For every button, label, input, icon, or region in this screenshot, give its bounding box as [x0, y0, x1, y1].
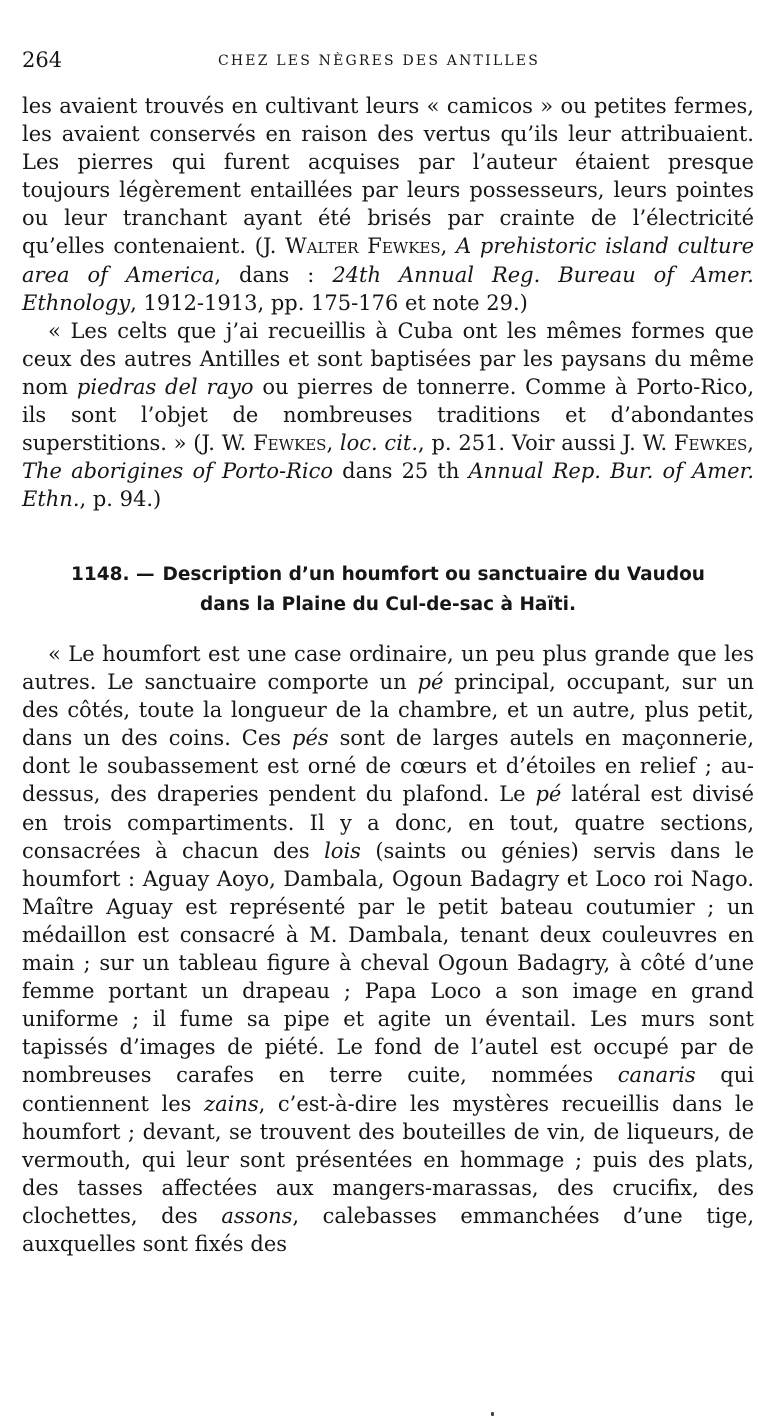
- author-name: Fewkes: [253, 431, 327, 456]
- heading-title-part-1: Description d’un houmfort ou sanctuaire du Vaudou: [162, 564, 705, 585]
- text-run: qui contiennent les: [22, 1063, 754, 1116]
- journal-title: 24th Annual Reg. Bureau of Amer. Ethnology: [22, 262, 754, 315]
- paragraph-citation-celts: [22, 92, 754, 317]
- running-title: CHEZ LES NÈGRES DES ANTILLES: [217, 53, 541, 69]
- author-name: Fewkes: [673, 431, 748, 456]
- term-zains: zains: [204, 1091, 259, 1116]
- text-run: latéral est divisé en trois compartiments. Il y a donc, en tout, quatre sections, consacrées à chacun des: [22, 782, 754, 863]
- foreign-term: piedras del rayo: [76, 374, 254, 399]
- text-run: (saints ou génies) servis dans le houmfort : Aguay Aoyo, Dambala, Ogoun Badagry et Loco roi Nago. Maître Aguay est représenté par le petit bateau coutumier ; un médaillon est consacré à M. Dambala, tenant deux couleuvres en main ; sur un tableau figure à cheval Ogoun Badagry, à côté d’une femme portant un drapeau ; Papa Loco a son image en grand uniforme ; il fume sa pipe et agite un éventail. Les murs sont tapissés d’images de piété. Le fond de l’autel est occupé par de nombreuses carafes en terre cuite, nommées: [22, 838, 755, 1088]
- journal-title: Annual Rep. Bur. of Amer. Ethn.: [22, 459, 755, 512]
- text-run: , dans :: [214, 262, 333, 287]
- text-run: les avaient trouvés en cultivant leurs « camicos » ou petites fermes, les avaient conservés en raison des vertus qu’ils leur attribuaient. Les pierres qui furent acquises par l’auteur étaient presque toujours légèrement entaillées par leurs possesseurs, leurs pointes ou leur tranchant ayant été brisés par crainte de l’électricité qu’elles contenaient. (J.: [22, 94, 754, 259]
- text-run: principal, occupant, sur un des côtés, toute la longueur de la chambre, et un autre, plus petit, dans un des coins. Ces: [22, 670, 754, 751]
- paragraph-cuba-celts: [22, 317, 754, 514]
- paragraph-houmfort: [22, 640, 754, 1258]
- text-run: sont de larges autels en maçonnerie, dont le soubassement est orné de cœurs et d’étoiles en relief ; au-dessus, des draperies pendent du plafond. Le: [22, 726, 754, 807]
- text-run: dans 25 th: [333, 459, 469, 484]
- term-pe: pé: [535, 782, 562, 807]
- text-run: ou pierres de tonnerre. Comme à Porto-Rico, ils sont l’objet de nombreuses traditions et d’abondantes superstitions. » (J. W.: [22, 374, 754, 456]
- text-run: , p. 94.): [79, 487, 162, 512]
- text-run: ,: [440, 234, 457, 259]
- text-run: , p. 251. Voir aussi J. W.: [418, 431, 674, 456]
- section-heading: [22, 560, 754, 620]
- heading-title-part-2: dans la Plaine du Cul-de-sac à Haïti.: [200, 594, 576, 615]
- work-title: A prehistoric island culture area of America: [22, 234, 754, 287]
- text-run: « Le houmfort est une case ordinaire, un peu plus grande que les autres. Le sanctuaire comporte un: [22, 642, 754, 695]
- term-lois: lois: [324, 838, 361, 863]
- text-run: ,: [326, 431, 340, 456]
- text-run: ,: [747, 431, 754, 456]
- author-name: Walter Fewkes: [285, 234, 441, 259]
- text-run: , 1912-1913, pp. 175-176 et note 29.): [130, 290, 528, 315]
- term-pes: pés: [292, 726, 329, 751]
- text-run: , calebasses emmanchées d’une tige, auxquelles sont fixés des: [22, 1203, 754, 1256]
- work-title: The aborigines of Porto-Rico: [22, 459, 334, 484]
- term-canaris: canaris: [617, 1063, 696, 1088]
- text-run: , c’est-à-dire les mystères recueillis dans le houmfort ; devant, se trouvent des bouteilles de vin, de liqueurs, de vermouth, qui leur sont présentées en hommage ; puis des plats, des tasses affectées aux mangers-marassas, des crucifix, des clochettes, des: [22, 1091, 754, 1228]
- term-assons: assons: [221, 1203, 293, 1228]
- citation-block: [22, 92, 754, 513]
- heading-line-1: [22, 560, 754, 590]
- text-run: « Les celts que j’ai recueillis à Cuba ont les mêmes formes que ceux des autres Antilles et sont baptisées par les paysans du même nom: [22, 318, 754, 399]
- houmfort-description: [22, 640, 754, 1258]
- section-number: 1148. —: [71, 564, 155, 585]
- running-head: [22, 48, 736, 76]
- print-speck: [491, 1412, 494, 1416]
- term-pe: pé: [417, 670, 444, 695]
- page-number: 264: [22, 48, 63, 72]
- loc-cit: loc. cit.: [339, 431, 419, 456]
